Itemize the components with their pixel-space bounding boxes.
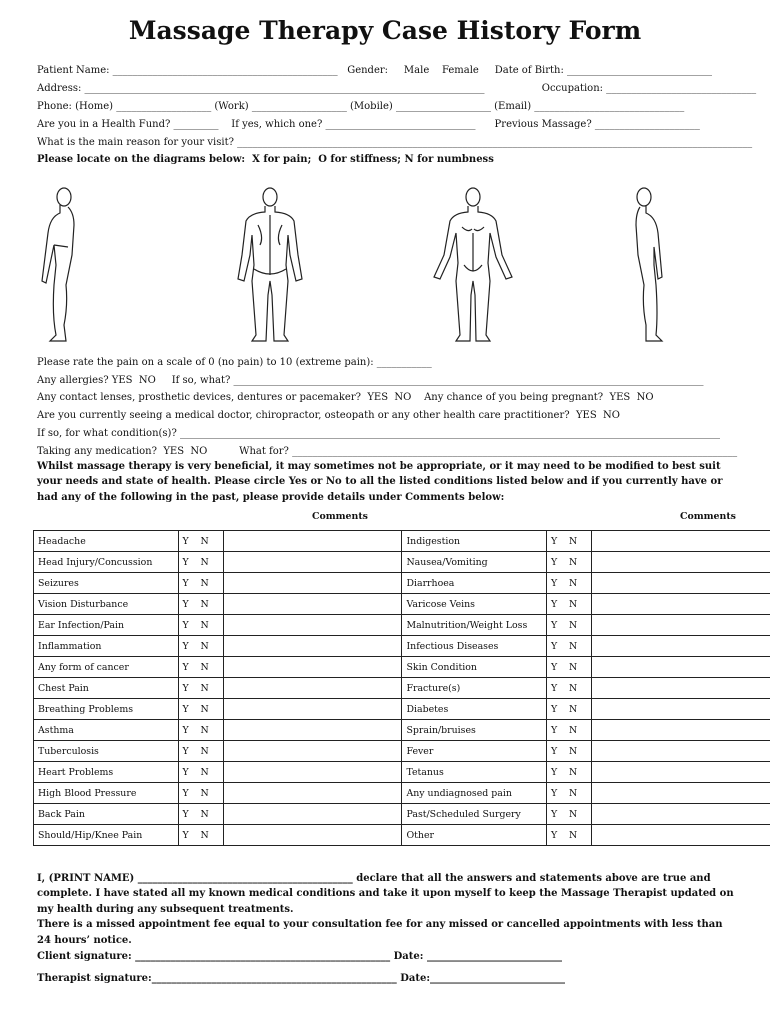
table-row [34, 804, 770, 825]
diagram-instructions: Please locate on the diagrams below: X for pain; O for stiffness; N for numbness [37, 154, 494, 165]
comments-cell[interactable] [592, 762, 770, 783]
comments-cell[interactable] [592, 741, 770, 762]
condition-name: Back Pain [34, 804, 179, 825]
table-row [34, 741, 770, 762]
comments-cell[interactable] [592, 636, 770, 657]
yes-option[interactable]: Y [550, 661, 558, 673]
comments-cell[interactable] [223, 825, 402, 846]
yes-option[interactable]: Y [182, 745, 189, 757]
yes-option[interactable]: Y [550, 745, 558, 757]
yes-option[interactable]: Y [182, 787, 189, 799]
comments-cell[interactable] [223, 594, 402, 615]
yes-no-options[interactable] [546, 762, 591, 783]
comments-cell[interactable] [592, 531, 770, 552]
condition-name: Sprain/bruises [402, 720, 547, 741]
condition-name: Tetanus [402, 762, 547, 783]
no-option[interactable]: N [568, 682, 578, 694]
yes-option[interactable]: Y [182, 619, 189, 631]
table-row [34, 678, 770, 699]
comments-cell[interactable] [592, 720, 770, 741]
condition-name: Breathing Problems [34, 699, 179, 720]
no-option[interactable]: N [568, 808, 578, 820]
disclaimer-line-2: your needs and state of health. Please circle Yes or No to all the listed conditions listed below and if you currently have or [37, 476, 723, 487]
comments-cell[interactable] [223, 552, 402, 573]
yes-no-options[interactable] [546, 594, 591, 615]
no-option[interactable]: N [200, 724, 209, 736]
condition-name: Skin Condition [402, 657, 547, 678]
table-row [34, 762, 770, 783]
condition-name: Other [402, 825, 547, 846]
yes-option[interactable]: Y [182, 682, 189, 694]
comments-cell[interactable] [592, 573, 770, 594]
comments-cell[interactable] [592, 699, 770, 720]
comments-cell[interactable] [592, 825, 770, 846]
no-option[interactable]: N [200, 556, 209, 568]
yes-option[interactable]: Y [182, 577, 189, 589]
table-row [34, 552, 770, 573]
condition-name: High Blood Pressure [34, 783, 179, 804]
condition-name: Tuberculosis [34, 741, 179, 762]
comments-header-right: Comments [680, 511, 736, 522]
yes-no-options[interactable] [178, 804, 223, 825]
no-option[interactable]: N [200, 829, 209, 841]
practitioner-line[interactable]: Are you currently seeing a medical doctor, chiropractor, osteopath or any other health care practitioner? YES NO [37, 410, 621, 421]
yes-option[interactable]: Y [550, 808, 558, 820]
condition-line[interactable]: If so, for what condition(s)? ____________________________________________________________________________________________________________ [37, 428, 720, 439]
no-option[interactable]: N [200, 766, 209, 778]
table-row [34, 783, 770, 804]
condition-name: Any form of cancer [34, 657, 179, 678]
yes-no-options[interactable] [546, 552, 591, 573]
comments-cell[interactable] [223, 783, 402, 804]
therapist-signature-line[interactable]: Therapist signature:_________________________________________________ Date:___________________________ [37, 973, 566, 984]
no-option[interactable]: N [568, 703, 578, 715]
yes-no-options[interactable] [546, 741, 591, 762]
no-option[interactable]: N [200, 682, 209, 694]
condition-name: Infectious Diseases [402, 636, 547, 657]
no-option[interactable]: N [568, 535, 578, 547]
no-option[interactable]: N [568, 598, 578, 610]
comments-cell[interactable] [592, 783, 770, 804]
comments-cell[interactable] [592, 657, 770, 678]
no-option[interactable]: N [200, 703, 209, 715]
yes-no-options[interactable] [178, 531, 223, 552]
condition-name: Any undiagnosed pain [402, 783, 547, 804]
condition-name: Seizures [34, 573, 179, 594]
body-back-view-diagram[interactable] [230, 185, 310, 345]
yes-no-options[interactable] [546, 636, 591, 657]
yes-option[interactable]: Y [550, 829, 558, 841]
no-option[interactable]: N [200, 745, 209, 757]
body-side-view-right-diagram[interactable] [626, 185, 676, 345]
condition-name: Diabetes [402, 699, 547, 720]
declaration-line-3: my health during any subsequent treatments. [37, 904, 294, 915]
no-option[interactable]: N [200, 787, 209, 799]
table-row [34, 531, 770, 552]
body-side-view-left-diagram[interactable] [28, 185, 88, 345]
comments-cell[interactable] [592, 594, 770, 615]
yes-no-options[interactable] [178, 573, 223, 594]
condition-name: Indigestion [402, 531, 547, 552]
yes-option[interactable]: Y [182, 766, 189, 778]
comments-cell[interactable] [592, 552, 770, 573]
yes-no-options[interactable] [546, 783, 591, 804]
address-line[interactable]: Address: ________________________________________________________________________________ Occupation: ______________________________ [37, 83, 757, 94]
missed-fee-line-1: There is a missed appointment fee equal to your consultation fee for any missed or cancelled appointments with less than [37, 919, 723, 930]
condition-name: Fever [402, 741, 547, 762]
yes-no-options[interactable] [178, 762, 223, 783]
table-row [34, 594, 770, 615]
comments-cell[interactable] [592, 804, 770, 825]
yes-no-options[interactable] [178, 594, 223, 615]
client-signature-line[interactable]: Client signature: ___________________________________________________ Date: ___________________________ [37, 951, 562, 962]
yes-no-options[interactable] [178, 657, 223, 678]
no-option[interactable]: N [200, 535, 209, 547]
condition-name: Nausea/Vomiting [402, 552, 547, 573]
table-row [34, 573, 770, 594]
condition-name: Inflammation [34, 636, 179, 657]
yes-no-options[interactable] [178, 552, 223, 573]
condition-name: Fracture(s) [402, 678, 547, 699]
yes-option[interactable]: Y [182, 640, 189, 652]
yes-option[interactable]: Y [550, 787, 558, 799]
body-front-view-diagram[interactable] [428, 185, 518, 345]
declaration-line-2: complete. I have stated all my known medical conditions and take it upon myself to keep the Massage Therapist updated on [37, 888, 734, 899]
yes-option[interactable]: Y [550, 724, 558, 736]
medication-line[interactable]: Taking any medication? YES NO What for? _________________________________________________________________________________________ [37, 446, 738, 457]
table-row [34, 825, 770, 846]
yes-option[interactable]: Y [182, 808, 189, 820]
yes-option[interactable]: Y [182, 598, 189, 610]
table-row [34, 636, 770, 657]
yes-no-options[interactable] [546, 615, 591, 636]
form-title: Massage Therapy Case History Form [128, 16, 642, 45]
yes-option[interactable]: Y [550, 535, 558, 547]
condition-name: Asthma [34, 720, 179, 741]
yes-no-options[interactable] [178, 636, 223, 657]
yes-no-options[interactable] [546, 825, 591, 846]
yes-no-options[interactable] [546, 699, 591, 720]
yes-no-options[interactable] [178, 720, 223, 741]
health-fund-line[interactable]: Are you in a Health Fund? _________ If yes, which one? ______________________________ Previous Massage? _____________________ [37, 119, 700, 130]
condition-name: Ear Infection/Pain [34, 615, 179, 636]
yes-no-options[interactable] [178, 741, 223, 762]
yes-option[interactable]: Y [182, 535, 189, 547]
comments-cell[interactable] [592, 678, 770, 699]
table-row [34, 720, 770, 741]
yes-option[interactable]: Y [550, 703, 558, 715]
yes-option[interactable]: Y [550, 766, 558, 778]
comments-cell[interactable] [223, 636, 402, 657]
yes-no-options[interactable] [546, 804, 591, 825]
no-option[interactable]: N [200, 808, 209, 820]
yes-option[interactable]: Y [182, 556, 189, 568]
allergies-line[interactable]: Any allergies? YES NO If so, what? ______________________________________________________________________________________________ [37, 375, 704, 386]
conditions-table [33, 530, 770, 846]
yes-no-options[interactable] [178, 825, 223, 846]
declaration-line-1[interactable]: I, (PRINT NAME) ___________________________________________ declare that all the answers and statements above are true and [37, 873, 711, 884]
no-option[interactable]: N [568, 745, 578, 757]
condition-name: Malnutrition/Weight Loss [402, 615, 547, 636]
comments-cell[interactable] [223, 657, 402, 678]
devices-pregnancy-line[interactable]: Any contact lenses, prosthetic devices, dentures or pacemaker? YES NO Any chance of you being pregnant? YES NO [37, 392, 654, 403]
yes-no-options[interactable] [178, 678, 223, 699]
yes-no-options[interactable] [178, 699, 223, 720]
phone-line[interactable]: Phone: (Home) ___________________ (Work) ___________________ (Mobile) ___________________ (Email) ______________________________ [37, 101, 685, 112]
yes-option[interactable]: Y [182, 661, 189, 673]
no-option[interactable]: N [200, 661, 209, 673]
comments-cell[interactable] [223, 531, 402, 552]
table-row [34, 699, 770, 720]
yes-option[interactable]: Y [182, 724, 189, 736]
comments-cell[interactable] [223, 678, 402, 699]
condition-name: Heart Problems [34, 762, 179, 783]
table-row [34, 657, 770, 678]
yes-no-options[interactable] [546, 720, 591, 741]
no-option[interactable]: N [568, 619, 578, 631]
yes-option[interactable]: Y [182, 703, 189, 715]
no-option[interactable]: N [568, 640, 578, 652]
condition-name: Headache [34, 531, 179, 552]
comments-cell[interactable] [223, 762, 402, 783]
condition-name: Should/Hip/Knee Pain [34, 825, 179, 846]
condition-name: Chest Pain [34, 678, 179, 699]
patient-info-line[interactable]: Patient Name: _____________________________________________ Gender: Male Female Date of Birth: _____________________________ [37, 65, 713, 76]
yes-option[interactable]: Y [550, 619, 558, 631]
disclaimer-line-1: Whilst massage therapy is very beneficial, it may sometimes not be appropriate, or it may need to be modified to best suit [37, 461, 721, 472]
no-option[interactable]: N [200, 640, 209, 652]
condition-name: Past/Scheduled Surgery [402, 804, 547, 825]
yes-no-options[interactable] [546, 573, 591, 594]
comments-cell[interactable] [223, 573, 402, 594]
yes-no-options[interactable] [546, 678, 591, 699]
condition-name: Diarrhoea [402, 573, 547, 594]
comments-cell[interactable] [223, 804, 402, 825]
no-option[interactable]: N [568, 787, 578, 799]
condition-name: Varicose Veins [402, 594, 547, 615]
yes-option[interactable]: Y [550, 556, 558, 568]
no-option[interactable]: N [568, 556, 578, 568]
comments-cell[interactable] [223, 741, 402, 762]
yes-no-options[interactable] [546, 657, 591, 678]
comments-cell[interactable] [223, 720, 402, 741]
disclaimer-line-3: had any of the following in the past, please provide details under Comments below: [37, 492, 505, 503]
comments-header-left: Comments [312, 511, 368, 522]
yes-option[interactable]: Y [182, 829, 189, 841]
no-option[interactable]: N [568, 577, 578, 589]
no-option[interactable]: N [568, 661, 578, 673]
no-option[interactable]: N [568, 766, 578, 778]
table-row [34, 615, 770, 636]
comments-cell[interactable] [223, 615, 402, 636]
comments-cell[interactable] [592, 615, 770, 636]
yes-option[interactable]: Y [550, 640, 558, 652]
no-option[interactable]: N [200, 577, 209, 589]
condition-name: Head Injury/Concussion [34, 552, 179, 573]
comments-cell[interactable] [223, 699, 402, 720]
yes-no-options[interactable] [546, 531, 591, 552]
no-option[interactable]: N [200, 619, 209, 631]
yes-option[interactable]: Y [550, 577, 558, 589]
yes-option[interactable]: Y [550, 682, 558, 694]
missed-fee-line-2: 24 hours’ notice. [37, 935, 132, 946]
no-option[interactable]: N [568, 724, 578, 736]
pain-scale-line[interactable]: Please rate the pain on a scale of 0 (no pain) to 10 (extreme pain): ___________ [37, 357, 432, 368]
no-option[interactable]: N [568, 829, 578, 841]
condition-name: Vision Disturbance [34, 594, 179, 615]
yes-no-options[interactable] [178, 783, 223, 804]
visit-reason-line[interactable]: What is the main reason for your visit? _______________________________________________________________________________________________________ [37, 137, 753, 148]
yes-no-options[interactable] [178, 615, 223, 636]
yes-option[interactable]: Y [550, 598, 558, 610]
no-option[interactable]: N [200, 598, 209, 610]
